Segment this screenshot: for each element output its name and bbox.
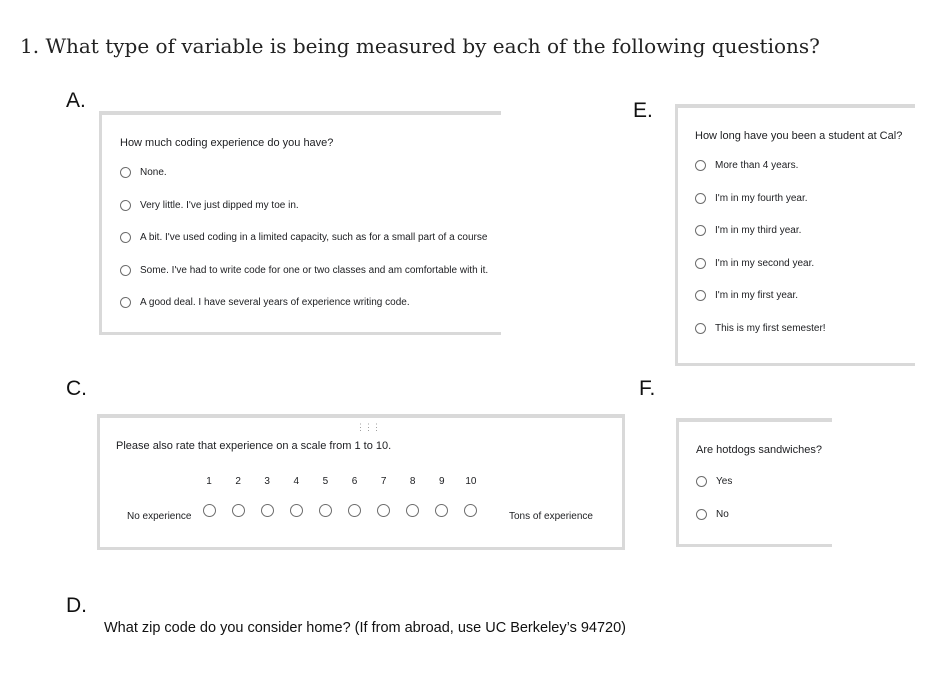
scale-number: 6 [351,476,358,487]
radio-icon[interactable] [695,258,706,269]
form-card-rating-scale [97,414,625,550]
scale-number: 4 [293,476,300,487]
radio-option[interactable]: I'm in my second year. [695,258,814,269]
radio-option[interactable]: A bit. I've used coding in a limited capacity, such as for a small part of a course [120,232,487,243]
radio-icon[interactable] [120,232,131,243]
section-letter-c: C. [66,377,87,400]
scale-number: 10 [465,476,477,487]
scale-radio-1[interactable] [203,504,216,517]
scale-number: 1 [206,476,212,487]
scale-number: 8 [409,476,416,487]
zip-code-question: What zip code do you consider home? (If from abroad, use UC Berkeley’s 94720) [104,620,626,636]
radio-option[interactable]: I'm in my third year. [695,225,801,236]
radio-option[interactable]: Some. I've had to write code for one or two classes and am comfortable with it. [120,265,488,276]
radio-icon[interactable] [696,509,707,520]
scale-radio-7[interactable] [377,504,390,517]
scale-low-label: No experience [127,511,192,522]
radio-icon[interactable] [120,265,131,276]
scale-radio-6[interactable] [348,504,361,517]
radio-option[interactable]: Very little. I've just dipped my toe in. [120,200,299,211]
radio-icon[interactable] [120,167,131,178]
scale-radio-4[interactable] [290,504,303,517]
scale-radio-5[interactable] [319,504,332,517]
scale-number: 2 [235,476,241,487]
radio-icon[interactable] [695,290,706,301]
form-card-hotdogs [676,418,832,547]
radio-icon[interactable] [696,476,707,487]
scale-number: 9 [439,476,445,487]
radio-option[interactable]: A good deal. I have several years of experience writing code. [120,297,410,308]
radio-option-yes[interactable]: Yes [696,476,732,487]
section-letter-a: A. [66,89,86,112]
section-letter-e: E. [633,99,653,122]
question-title: 1. What type of variable is being measured by each of the following questions? [20,34,820,58]
radio-icon[interactable] [695,323,706,334]
card-prompt: How long have you been a student at Cal? [695,130,903,142]
scale-radio-9[interactable] [435,504,448,517]
section-letter-d: D. [66,594,87,617]
scale-number: 3 [264,476,270,487]
radio-option[interactable]: This is my first semester! [695,323,826,334]
radio-icon[interactable] [695,225,706,236]
section-letter-f: F. [639,377,656,400]
radio-option-no[interactable]: No [696,509,729,520]
drag-handle-icon[interactable]: ⋮⋮⋮ [356,422,380,432]
scale-radio-2[interactable] [232,504,245,517]
radio-option[interactable]: None. [120,167,167,178]
radio-icon[interactable] [695,160,706,171]
card-prompt: Are hotdogs sandwiches? [696,444,822,456]
card-prompt: How much coding experience do you have? [120,137,334,149]
radio-option[interactable]: I'm in my fourth year. [695,193,808,204]
form-card-coding-experience [99,111,501,335]
scale-radio-10[interactable] [464,504,477,517]
scale-number: 7 [380,476,387,487]
radio-icon[interactable] [120,297,131,308]
form-card-student-duration [675,104,915,366]
radio-option[interactable]: More than 4 years. [695,160,798,171]
scale-high-label: Tons of experience [509,511,593,522]
radio-option[interactable]: I'm in my first year. [695,290,798,301]
radio-icon[interactable] [695,193,706,204]
card-prompt: Please also rate that experience on a scale from 1 to 10. [116,440,392,452]
scale-radio-3[interactable] [261,504,274,517]
scale-radio-8[interactable] [406,504,419,517]
radio-icon[interactable] [120,200,131,211]
scale-number: 5 [322,476,329,487]
